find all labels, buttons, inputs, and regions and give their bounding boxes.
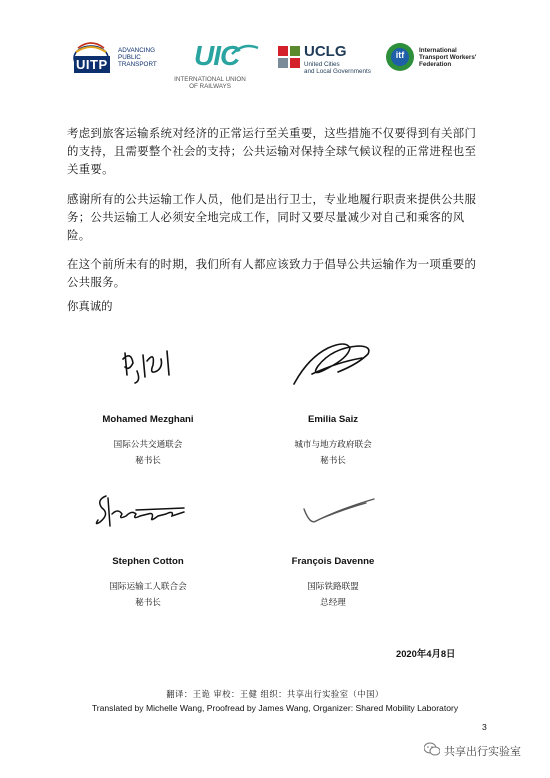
signature-mezghani	[117, 345, 187, 387]
uic-swoosh-icon	[230, 42, 260, 62]
signer-organization: 国际运输工人联合会	[109, 582, 187, 592]
letter-date: 2020年4月8日	[396, 648, 456, 659]
watermark-text: 共享出行实验室	[444, 744, 521, 758]
wechat-icon	[424, 741, 440, 760]
uclg-squares-icon	[278, 46, 300, 72]
signer-title: 秘书长	[135, 456, 161, 466]
signer-title: 秘书长	[320, 456, 346, 466]
signer-name: Emilia Saiz	[307, 414, 359, 425]
body-paragraph-2: 感谢所有的公共运输工作人员，他们是出行卫士，专业地履行职责来提供公共服务；公共运输工人必须安全地完成工作，同时又要尽量减少对自己和乘客的风险。	[67, 192, 477, 242]
signer-name: Mohamed Mezghani	[102, 414, 194, 425]
signer-title: 总经理	[320, 598, 346, 608]
uclg-logo	[278, 38, 378, 88]
uic-tagline: INTERNATIONAL UNION OF RAILWAYS	[174, 76, 246, 90]
signer-organization: 国际铁路联盟	[307, 582, 359, 592]
closing-salutation: 你真诚的	[67, 299, 113, 313]
body-paragraph-1: 考虑到旅客运输系统对经济的正常运行至关重要，这些措施不仅要得到有关部门的支持，且需要整个社会的支持；公共运输对保持全球气候议程的正常进程也至关重要。	[67, 126, 477, 176]
uitp-wordmark: UITP	[76, 57, 108, 72]
itf-tagline: International Transport Workers' Federation	[419, 47, 477, 68]
uic-logo	[160, 38, 260, 88]
body-paragraph-3: 在这个前所未有的时期，我们所有人都应该致力于倡导公共运输作为一项重要的公共服务。	[67, 257, 477, 289]
signer-title: 秘书长	[135, 598, 161, 608]
credits-english: Translated by Michelle Wang, Proofread by James Wang, Organizer: Shared Mobility Laboratory	[91, 703, 459, 713]
signer-organization: 国际公共交通联会	[113, 440, 183, 450]
uclg-wordmark: UCLG	[304, 43, 347, 60]
signer-organization: 城市与地方政府联会	[294, 440, 372, 450]
uitp-tagline: ADVANCING PUBLIC TRANSPORT	[118, 47, 157, 68]
signer-name: François Davenne	[291, 556, 375, 567]
signer-name: Stephen Cotton	[112, 556, 184, 567]
itf-wordmark: itf	[395, 50, 405, 60]
signature-davenne	[300, 495, 380, 531]
watermark	[424, 741, 521, 760]
itf-logo	[385, 38, 485, 88]
page-number: 3	[482, 722, 487, 732]
credits-chinese: 翻译：王诡 审校：王健 组织：共享出行实验室（中国）	[166, 689, 384, 699]
uitp-logo	[72, 38, 162, 88]
signature-cotton	[92, 490, 192, 532]
signature-saiz	[288, 338, 378, 390]
uic-wordmark: UIC	[194, 40, 240, 71]
uclg-tagline: United Cities and Local Governments	[304, 61, 371, 75]
